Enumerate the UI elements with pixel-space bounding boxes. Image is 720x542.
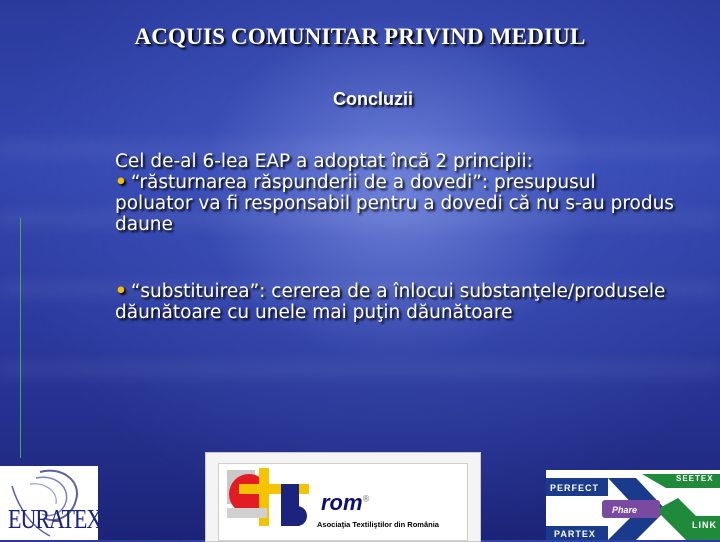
atr-wordmark xyxy=(321,490,369,516)
atr-emblem-icon xyxy=(219,464,329,540)
partex-logo xyxy=(546,470,720,540)
bullet-item-1 xyxy=(115,172,675,235)
intro-text: Cel de-al 6-lea EAP a adoptat încă 2 principii: xyxy=(115,151,533,172)
seetex-label: SEETEX xyxy=(676,474,714,483)
atr-caption: Asociaţia Textiliştilor din România xyxy=(317,520,439,529)
atr-wordmark-text: rom xyxy=(321,490,363,515)
bullet-marker: • xyxy=(115,281,127,302)
partex-label: PARTEX xyxy=(554,529,596,539)
registered-mark: ® xyxy=(362,493,370,504)
slide-title: ACQUIS COMUNITAR PRIVIND MEDIUL xyxy=(134,24,586,49)
euratex-wordmark: EURATEX xyxy=(8,502,102,534)
slide-subtitle: Concluzii xyxy=(333,89,413,109)
bullet-text: “răsturnarea răspunderii de a dovedi”: presupusul poluator va fi responsabil pentru a dovedi că nu s-au produs daune xyxy=(115,172,674,235)
bullet-marker: • xyxy=(115,172,127,193)
bullet-item-2 xyxy=(115,281,675,323)
perfect-label: PERFECT xyxy=(550,483,600,493)
atr-logo-panel xyxy=(218,463,468,541)
bullet-text: “substituirea”: cererea de a înlocui substanţele/produsele dăunătoare cu unele mai puţin dăunătoare xyxy=(115,281,666,323)
link-label: LINK xyxy=(692,520,717,530)
phare-label: Phare xyxy=(612,505,638,515)
atr-logo xyxy=(205,452,481,542)
decorative-divider xyxy=(20,218,21,458)
euratex-logo xyxy=(0,466,102,540)
